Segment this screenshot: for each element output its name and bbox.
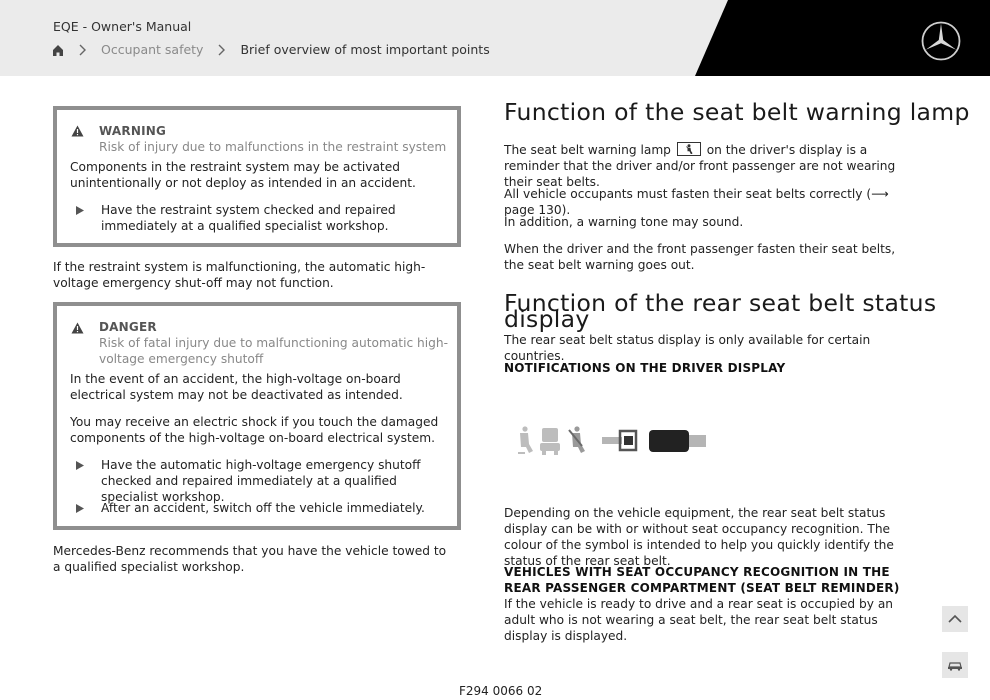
seat-occupied-icon (518, 426, 533, 454)
breadcrumb-item-current: Brief overview of most important points (240, 42, 490, 57)
paragraph: Mercedes-Benz recommends that you have the vehicle towed to a qualified specialist workshop. (53, 544, 447, 574)
paragraph: In addition, a warning tone may sound. (504, 215, 744, 229)
danger-text-2: You may receive an electric shock if you touch the damaged components of the high-voltage on-board electrical system. (70, 415, 439, 445)
triangle-bullet-icon (76, 504, 84, 513)
paragraph: If the vehicle is ready to drive and a rear seat is occupied by an adult who is not wearing a seat belt, the rear seat belt status display is displayed. (504, 597, 894, 643)
warning-triangle-icon (71, 322, 84, 334)
paragraph: When the driver and the front passenger fasten their seat belts, the seat belt warning goes out. (504, 242, 896, 272)
warning-triangle-icon (71, 125, 84, 137)
home-icon[interactable] (52, 43, 64, 57)
page-header (0, 0, 990, 76)
danger-box (53, 302, 461, 530)
chevron-right-icon (216, 43, 226, 57)
subheading: NOTIFICATIONS ON THE DRIVER DISPLAY (504, 361, 786, 375)
warning-text: Components in the restraint system may be activated unintentionally or not deploy as intended in an accident. (70, 160, 416, 190)
section-title: Function of the seat belt warning lamp (504, 98, 970, 126)
paragraph: All vehicle occupants must fasten their seat belts correctly (⟶ page 130). (504, 187, 889, 217)
vehicle-view-button[interactable] (942, 652, 968, 678)
danger-label: DANGER (99, 320, 157, 334)
chevron-up-icon (947, 614, 963, 624)
app-title: EQE - Owner's Manual (53, 19, 192, 34)
warning-label: WARNING (99, 124, 167, 138)
warning-box (53, 106, 461, 247)
scroll-to-top-button[interactable] (942, 606, 968, 632)
warning-subtitle: Risk of injury due to malfunctions in the restraint system (99, 140, 447, 154)
warning-bullet-1: Have the restraint system checked and repaired immediately at a qualified specialist workshop. (101, 203, 396, 233)
danger-bullet-1: Have the automatic high-voltage emergency shutoff checked and repaired immediately at a qualified specialist workshop. (101, 458, 421, 504)
paragraph (504, 142, 914, 190)
breadcrumb-item-occupant-safety[interactable]: Occupant safety (101, 42, 204, 57)
triangle-bullet-icon (76, 206, 84, 215)
breadcrumb (52, 42, 490, 58)
car-icon (947, 659, 963, 671)
seat-belt-warning-lamp-icon (677, 142, 701, 156)
lamp-text-after: on the driver's display is a reminder that the driver and/or front passenger are not wearing their seat belts. (504, 143, 896, 189)
paragraph: The rear seat belt status display is only available for certain countries. (504, 333, 871, 363)
triangle-bullet-icon (76, 461, 84, 470)
lamp-text-before: The seat belt warning lamp (504, 143, 671, 157)
seat-empty-icon (540, 428, 560, 455)
danger-bullet-2: After an accident, switch off the vehicle immediately. (101, 501, 425, 515)
danger-subtitle: Risk of fatal injury due to malfunctioning automatic high-voltage emergency shutoff (99, 336, 448, 366)
mercedes-star-logo[interactable] (920, 20, 962, 62)
paragraph: Depending on the vehicle equipment, the rear seat belt status display can be with or without seat occupancy recognition. The colour of the symbol is intended to help you quickly identify the status of the rear seat belt. (504, 506, 894, 568)
danger-text-1: In the event of an accident, the high-voltage on-board electrical system may not be deactivated as intended. (70, 372, 403, 402)
paragraph: If the restraint system is malfunctioning, the automatic high-voltage emergency shut-off may not function. (53, 260, 426, 290)
chevron-right-icon (77, 43, 87, 57)
seat-belt-buckle-icon (602, 430, 706, 452)
figure-caption: F294 0066 02 (459, 684, 543, 698)
seat-belt-fastened-icon (569, 426, 585, 453)
rear-seat-belt-status-figure (516, 424, 706, 458)
section-title: Function of the rear seat belt status display (504, 289, 937, 333)
subheading: VEHICLES WITH SEAT OCCUPANCY RECOGNITION IN THE REAR PASSENGER COMPARTMENT (SEAT BELT REMINDER) (504, 565, 900, 595)
